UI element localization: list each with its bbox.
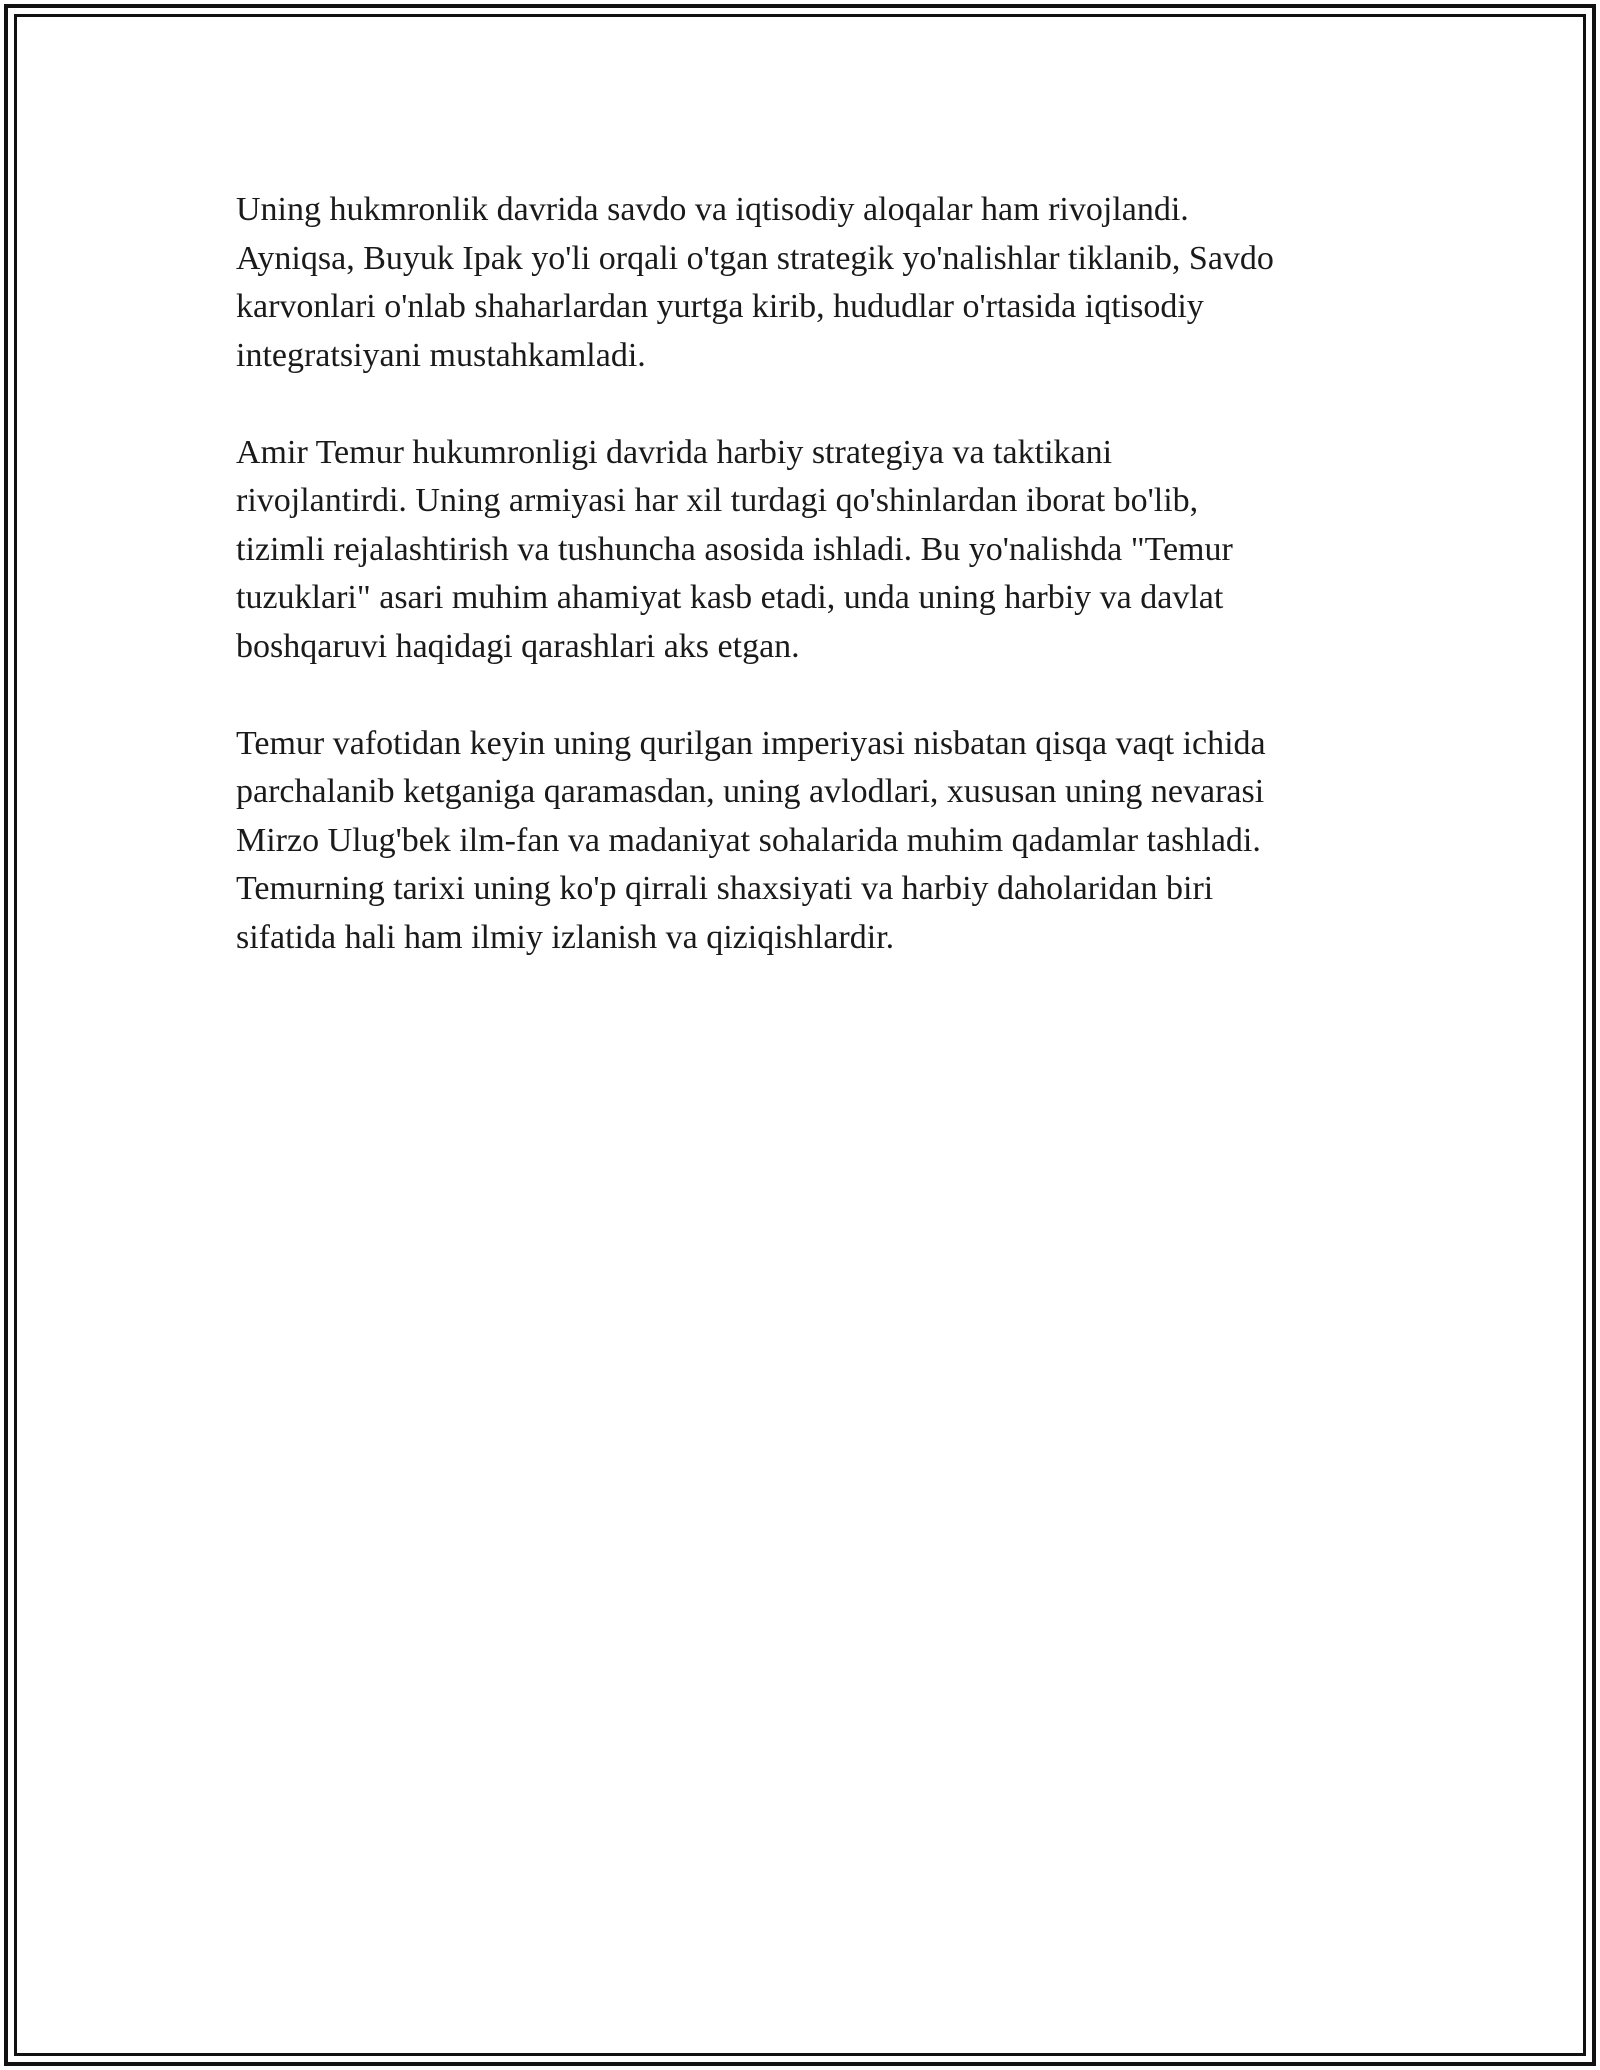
- paragraph-military-strategy: Amir Temur hukumronligi davrida harbiy strategiya va taktikani rivojlantirdi. Uning armiyasi har xil turdagi qo'shinlardan iborat bo'lib, tizimli rejalashtirish va tushuncha asosida ishladi. Bu yo'nalishda "Temur tuzuklari" asari muhim ahamiyat kasb etadi, unda uning harbiy va davlat boshqaruvi haqidagi qarashlari aks etgan.: [236, 433, 1233, 665]
- paragraph-trade: Uning hukmronlik davrida savdo va iqtisodiy aloqalar ham rivojlandi. Ayniqsa, Buyuk Ipak yo'li orqali o'tgan strategik yo'nalishlar tiklanib, Savdo karvonlari o'nlab shaharlardan yurtga kirib, hududlar o'rtasida iqtisodiy integratsiyani mustahkamladi.: [236, 191, 1274, 374]
- document-body: [236, 186, 1376, 1011]
- paragraph-legacy: Temur vafotidan keyin uning qurilgan imperiyasi nisbatan qisqa vaqt ichida parchalanib ketganiga qaramasdan, uning avlodlari, xususan uning nevarasi Mirzo Ulug'bek ilm-fan va madaniyat sohalarida muhim qadamlar tashladi. Temurning tarixi uning ko'p qirrali shaxsiyati va harbiy daholaridan biri sifatida hali ham ilmiy izlanish va qiziqishlardir.: [236, 724, 1266, 956]
